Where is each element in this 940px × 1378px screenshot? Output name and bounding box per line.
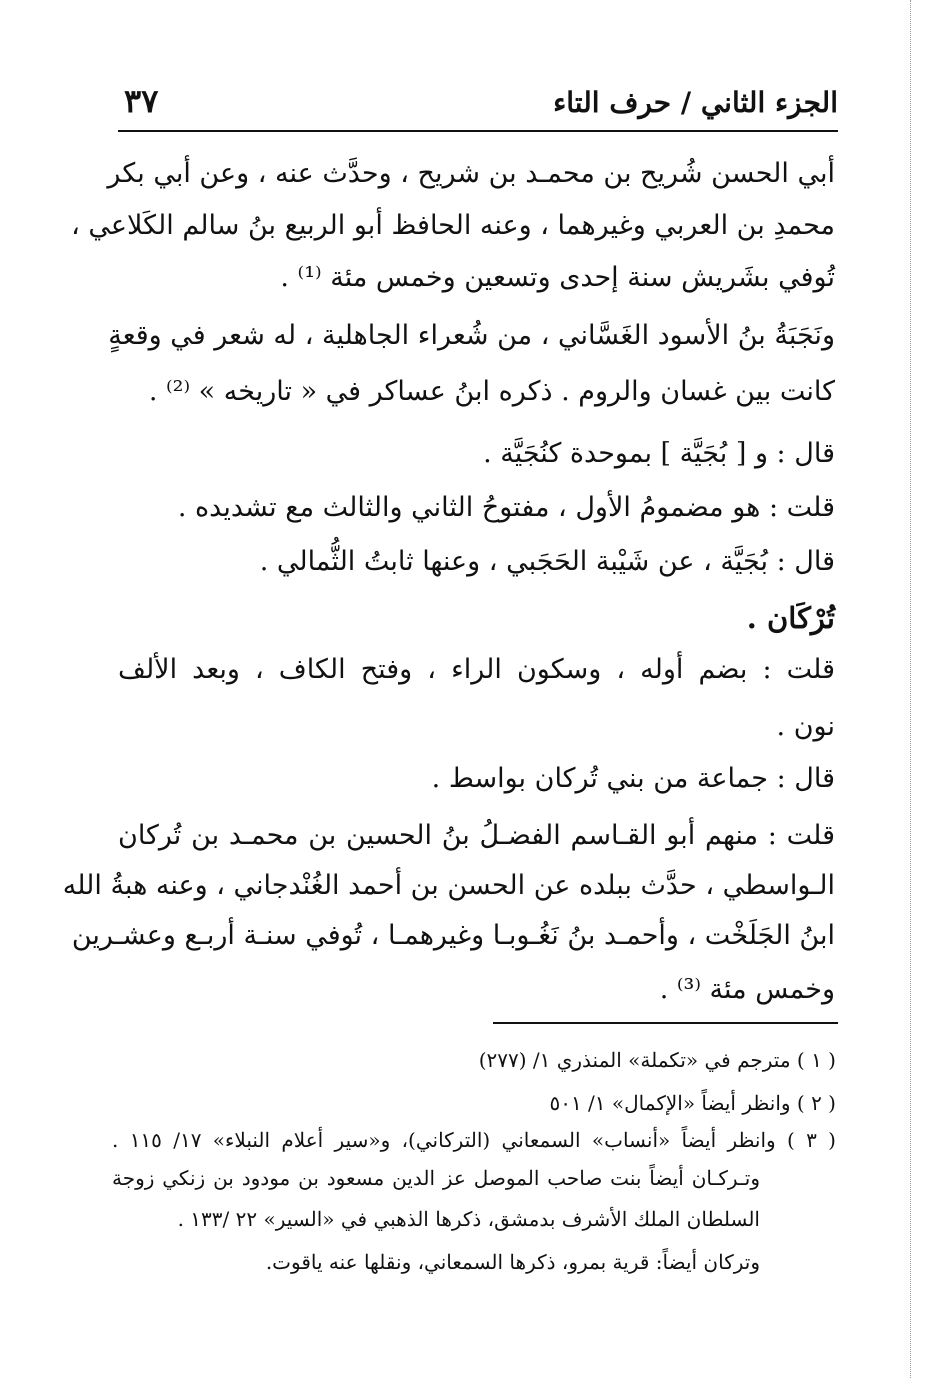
footnote-line: ( ٢ ) وانظر أيضاً «الإكمال» ١/ ٥٠١ — [549, 1091, 836, 1115]
text-line: كانت بين غسان والروم . ذكره ابنُ عساكر في « تاريخه » ⁽²⁾ . — [148, 376, 835, 407]
footnote-separator — [493, 1022, 838, 1024]
page-header — [118, 80, 838, 132]
footnote-line: وتـركـان أيضاً بنت صاحب الموصل عز الدين مسعود بن مودود بن زنكي زوجة — [112, 1166, 760, 1190]
page-number: ٣٧ — [124, 82, 159, 120]
text-line: تُوفي بشَريش سنة إحدى وتسعين وخمس مئة ⁽¹⁾ . — [280, 262, 835, 293]
headword: تُرْكَان . — [746, 601, 835, 635]
text-line: قال : بُجَيَّة ، عن شَيْبة الحَجَبي ، وعنها ثابتُ الثُّمالي . — [259, 546, 835, 577]
text-line: أبي الحسن شُريح بن محمـد بن شريح ، وحدَّث عنه ، وعن أبي بكر — [107, 158, 835, 189]
scan-edge-line — [910, 0, 911, 1378]
running-head: الجزء الثاني / حرف التاء — [553, 86, 838, 119]
footnote-line: ( ٣ ) وانظر أيضاً «أنساب» السمعاني (التركاني)، و«سير أعلام النبلاء» ١٧/ ١١٥ . — [112, 1128, 836, 1152]
text-line: ونَجَبَةُ بنُ الأسود الغَسَّاني ، من شُعراء الجاهلية ، له شعر في وقعةٍ — [108, 320, 835, 351]
footnote-line: السلطان الملك الأشرف بدمشق، ذكرها الذهبي في «السير» ٢٢ /١٣٣ . — [177, 1207, 760, 1231]
text-line: قال : جماعة من بني تُركان بواسط . — [431, 763, 835, 794]
footnote-line: وتركان أيضاً: قرية بمرو، ذكرها السمعاني، ونقلها عنه ياقوت. — [265, 1250, 760, 1274]
footnote-line: ( ١ ) مترجم في «تكملة» المنذري ١/ (٢٧٧) — [478, 1048, 836, 1072]
text-line: محمدِ بن العربي وغيرهما ، وعنه الحافظ أبو الربيع بنُ سالم الكَلاعي ، — [71, 210, 835, 241]
text-line: قلت : منهم أبو القـاسم الفضـلُ بنُ الحسين بن محمـد بن تُركان — [118, 820, 835, 851]
text-line: قلت : بضم أوله ، وسكون الراء ، وفتح الكاف ، وبعد الألف — [118, 654, 835, 685]
text-line: وخمس مئة ⁽³⁾ . — [659, 974, 835, 1005]
text-line: قال : و [ بُجَيَّة ] بموحدة كنُجَيَّة . — [483, 438, 835, 469]
text-line: نون . — [776, 711, 835, 742]
text-line: قلت : هو مضمومُ الأول ، مفتوحُ الثاني والثالث مع تشديده . — [177, 492, 835, 523]
text-line: الـواسطي ، حدَّث ببلده عن الحسن بن أحمد الغُنْدجاني ، وعنه هبةُ الله — [62, 870, 835, 901]
text-line: ابنُ الجَلَخْت ، وأحمـد بنُ نَغُـوبـا وغيرهمـا ، تُوفي سنـة أربـع وعشـرين — [71, 920, 835, 951]
